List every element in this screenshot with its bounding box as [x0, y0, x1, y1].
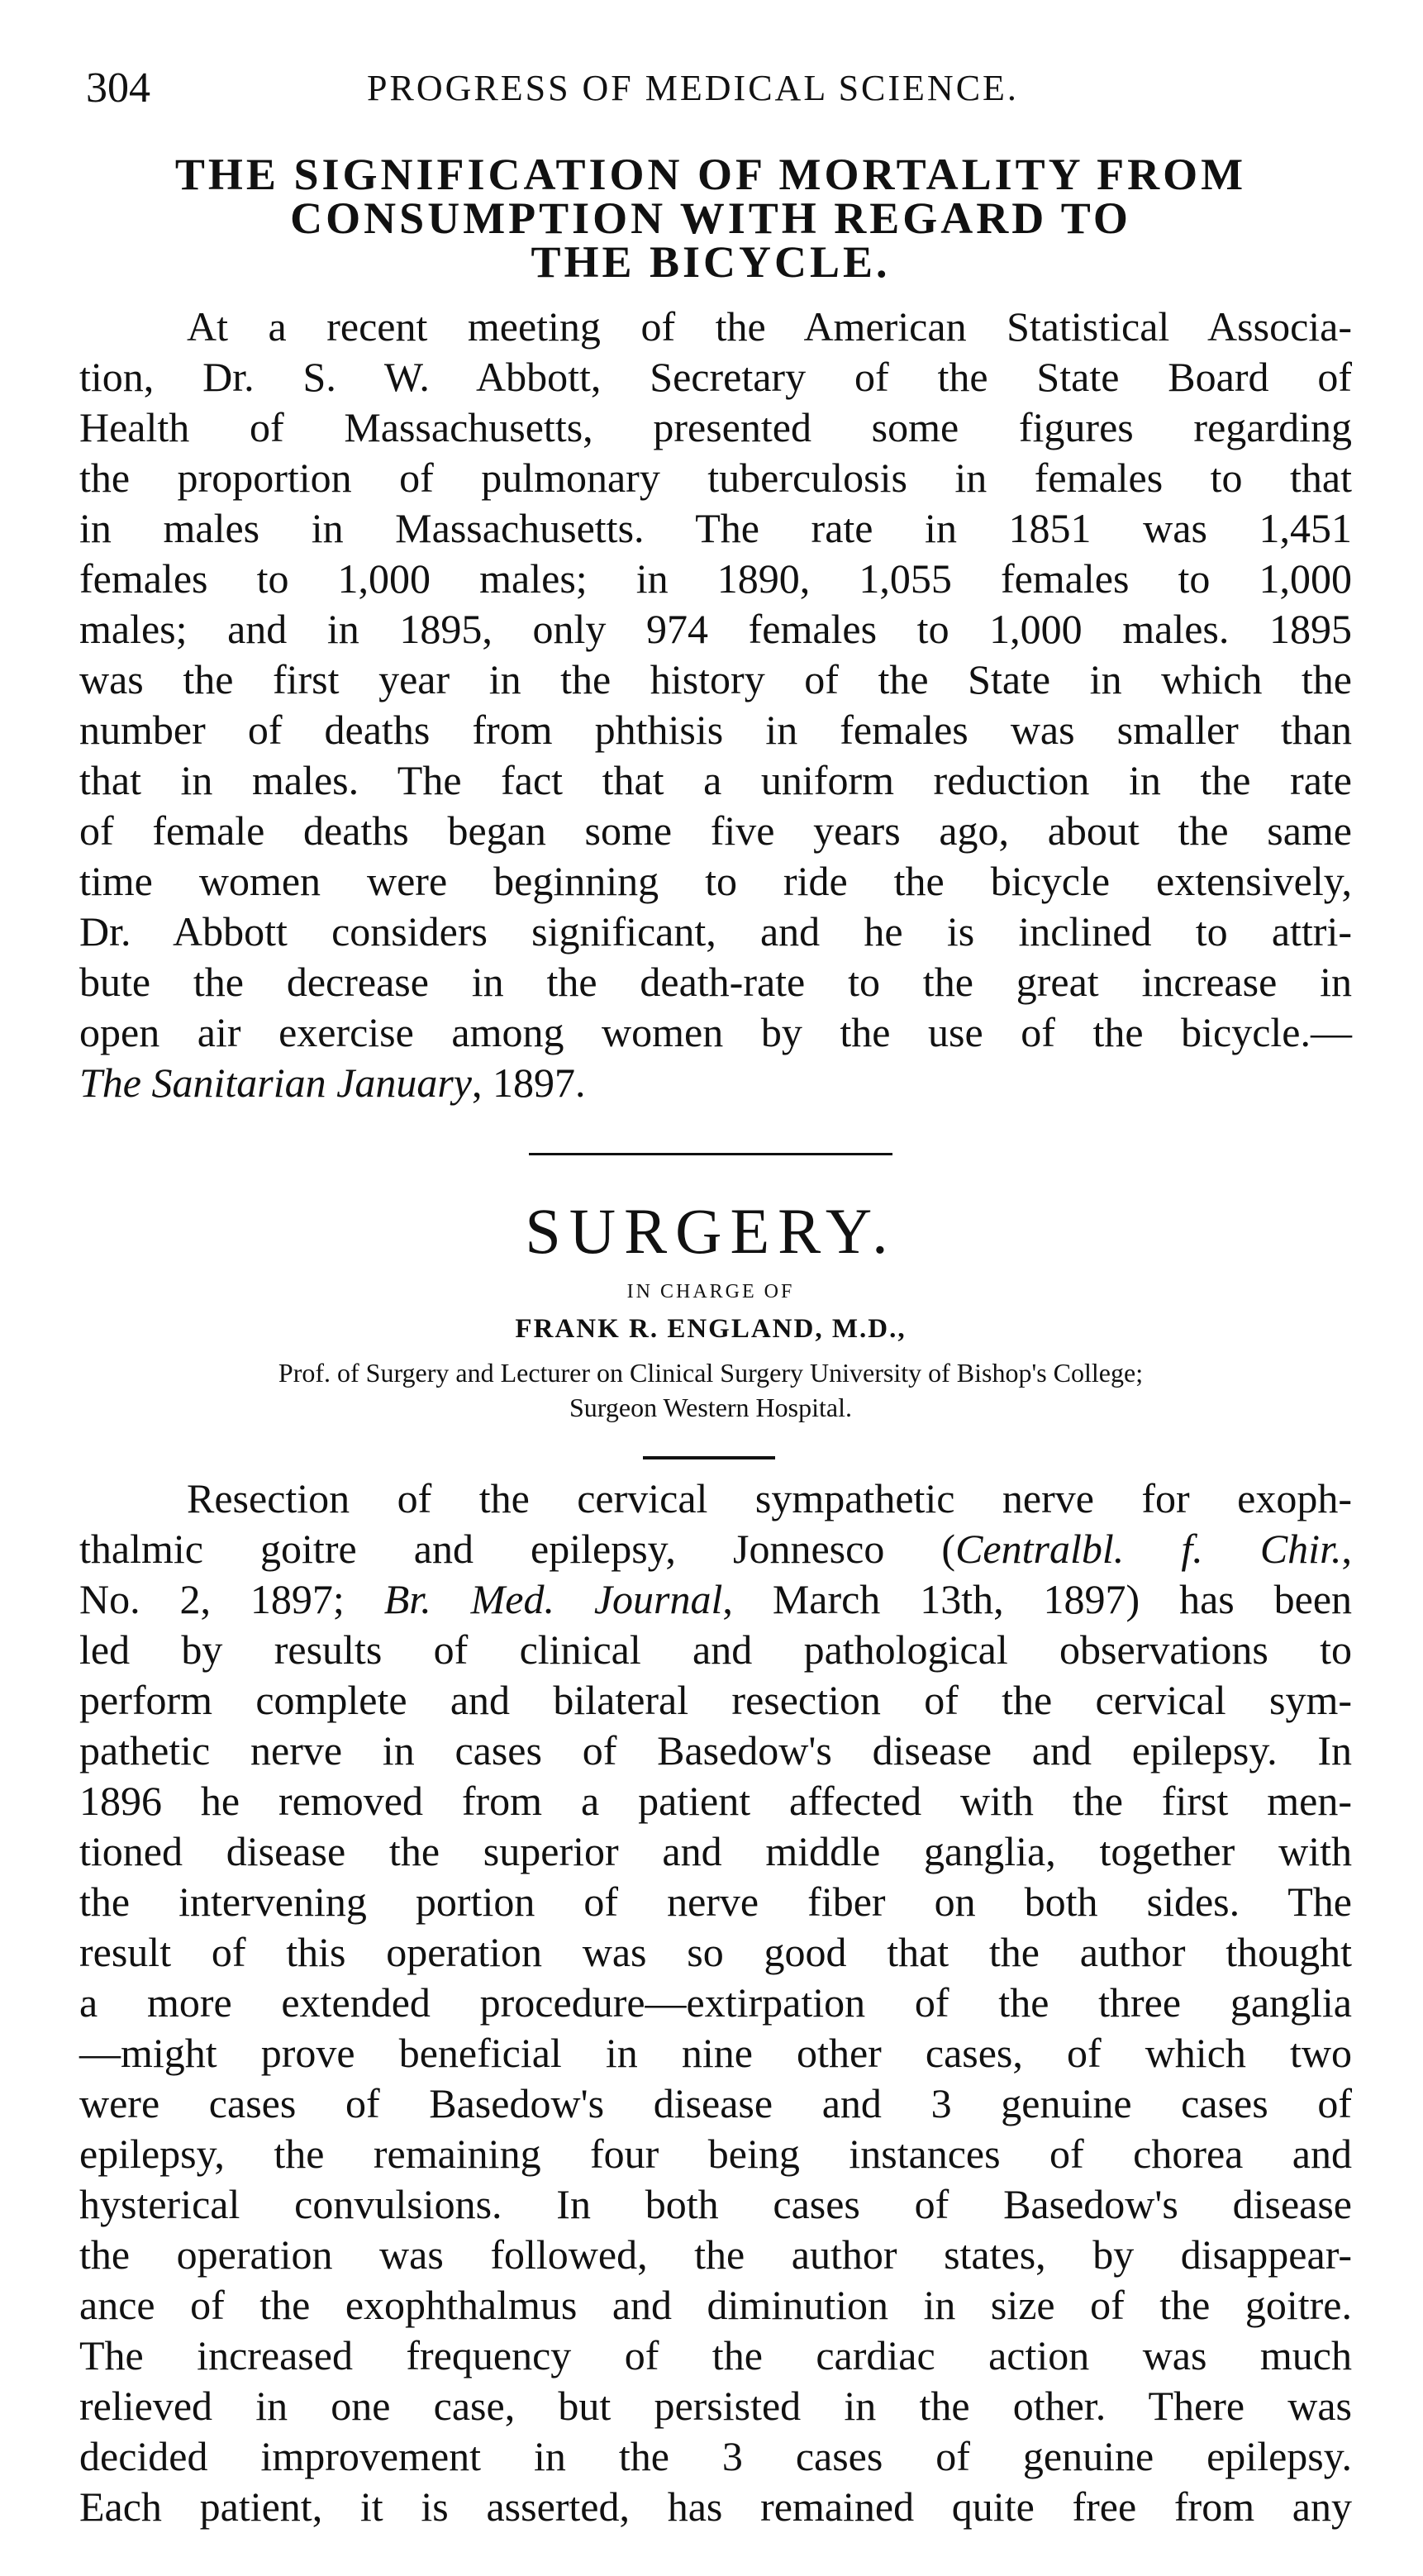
text-line: result of this operation was so good that the author thought [79, 1929, 1352, 1975]
text-line: time women were beginning to ride the bicycle extensively, [79, 858, 1352, 904]
text-line: males; and in 1895, only 974 females to 1,000 males. 1895 [79, 606, 1352, 652]
running-head [86, 60, 1367, 117]
in-charge-label: IN CHARGE OF [626, 1281, 795, 1302]
article-title-line: THE SIGNIFICATION OF MORTALITY FROM [174, 150, 1247, 199]
editor-affiliation [124, 1355, 1297, 1425]
text-segment: , March 13th, 1897) has been [722, 1576, 1353, 1622]
text-line: epilepsy, the remaining four being instances of chorea and [79, 2131, 1352, 2177]
journal-name: Centralbl. f. Chir. [955, 1526, 1342, 1572]
text-line: was the first year in the history of the State in which the [79, 656, 1352, 702]
article-body [79, 302, 1352, 1108]
text-line: the proportion of pulmonary tuberculosis in females to that [79, 455, 1352, 501]
text-line: pathetic nerve in cases of Basedow's disease and epilepsy. In [79, 1727, 1352, 1774]
text-line: number of deaths from phthisis in females was smaller than [79, 707, 1352, 753]
text-line [79, 1574, 1352, 1625]
text-segment: No. 2, 1897; [79, 1576, 384, 1622]
text-line: the operation was followed, the author states, by disappear- [79, 2231, 1352, 2278]
text-line: the intervening portion of nerve fiber on both sides. The [79, 1878, 1352, 1925]
text-line: 1896 he removed from a patient affected with the first men- [79, 1778, 1352, 1824]
text-line: At a recent meeting of the American Statistical Associa- [187, 303, 1352, 350]
text-line: tion, Dr. S. W. Abbott, Secretary of the State Board of [79, 354, 1352, 400]
text-line: in males in Massachusetts. The rate in 1851 was 1,451 [79, 505, 1352, 551]
text-line: led by results of clinical and pathological observations to [79, 1626, 1352, 1673]
text-line: open air exercise among women by the use of the bicycle.— [79, 1009, 1352, 1055]
text-line: ance of the exophthalmus and diminution in size of the goitre. [79, 2282, 1352, 2328]
section-title: SURGERY. [525, 1195, 897, 1267]
text-line: —might prove beneficial in nine other cases, of which two [79, 2030, 1352, 2076]
journal-name: Br. Med. Journal [383, 1576, 723, 1622]
text-line [79, 1524, 1352, 1574]
text-line: The increased frequency of the cardiac action was much [79, 2332, 1352, 2378]
text-line: tioned disease the superior and middle ganglia, together with [79, 1828, 1352, 1874]
article-body [79, 1474, 1352, 2532]
text-line: that in males. The fact that a uniform reduction in the rate [79, 757, 1352, 803]
article-title [99, 150, 1322, 287]
text-line: Each patient, it is asserted, has remained quite free from any [79, 2483, 1352, 2530]
text-line: a more extended procedure—extirpation of the three ganglia [79, 1979, 1352, 2026]
text-line: bute the decrease in the death-rate to the great increase in [79, 959, 1352, 1005]
text-line: decided improvement in the 3 cases of genuine epilepsy. [79, 2433, 1352, 2479]
text-line: hysterical convulsions. In both cases of Basedow's disease [79, 2181, 1352, 2227]
text-line: of female deaths began some five years ago, about the same [79, 807, 1352, 854]
citation-year: , 1897. [471, 1059, 586, 1106]
text-segment: , [1341, 1526, 1352, 1572]
text-line: relieved in one case, but persisted in the other. There was [79, 2383, 1352, 2429]
text-line: perform complete and bilateral resection of the cervical sym- [79, 1677, 1352, 1723]
text-line: females to 1,000 males; in 1890, 1,055 females to 1,000 [79, 555, 1352, 602]
text-line: Dr. Abbott considers significant, and he is inclined to attri- [79, 908, 1352, 955]
running-title: PROGRESS OF MEDICAL SCIENCE. [367, 68, 1019, 108]
text-line: were cases of Basedow's disease and 3 genuine cases of [79, 2080, 1352, 2126]
text-line: Resection of the cervical sympathetic nerve for exoph- [187, 1475, 1352, 1521]
affiliation-line: Surgeon Western Hospital. [569, 1393, 852, 1422]
text-segment: thalmic goitre and epilepsy, Jonnesco ( [79, 1526, 956, 1572]
citation-line [79, 1058, 1352, 1108]
article-title-line: CONSUMPTION WITH REGARD TO [290, 193, 1131, 243]
short-divider [643, 1456, 775, 1459]
affiliation-line: Prof. of Surgery and Lecturer on Clinical Surgery University of Bishop's College; [278, 1358, 1144, 1388]
page-number: 304 [86, 64, 150, 112]
citation-source: The Sanitarian January [79, 1059, 472, 1106]
article-title-line: THE BICYCLE. [531, 237, 891, 287]
editor-name: FRANK R. ENGLAND, M.D., [515, 1314, 907, 1344]
text-line: Health of Massachusetts, presented some figures regarding [79, 404, 1352, 450]
section-divider [529, 1153, 892, 1155]
